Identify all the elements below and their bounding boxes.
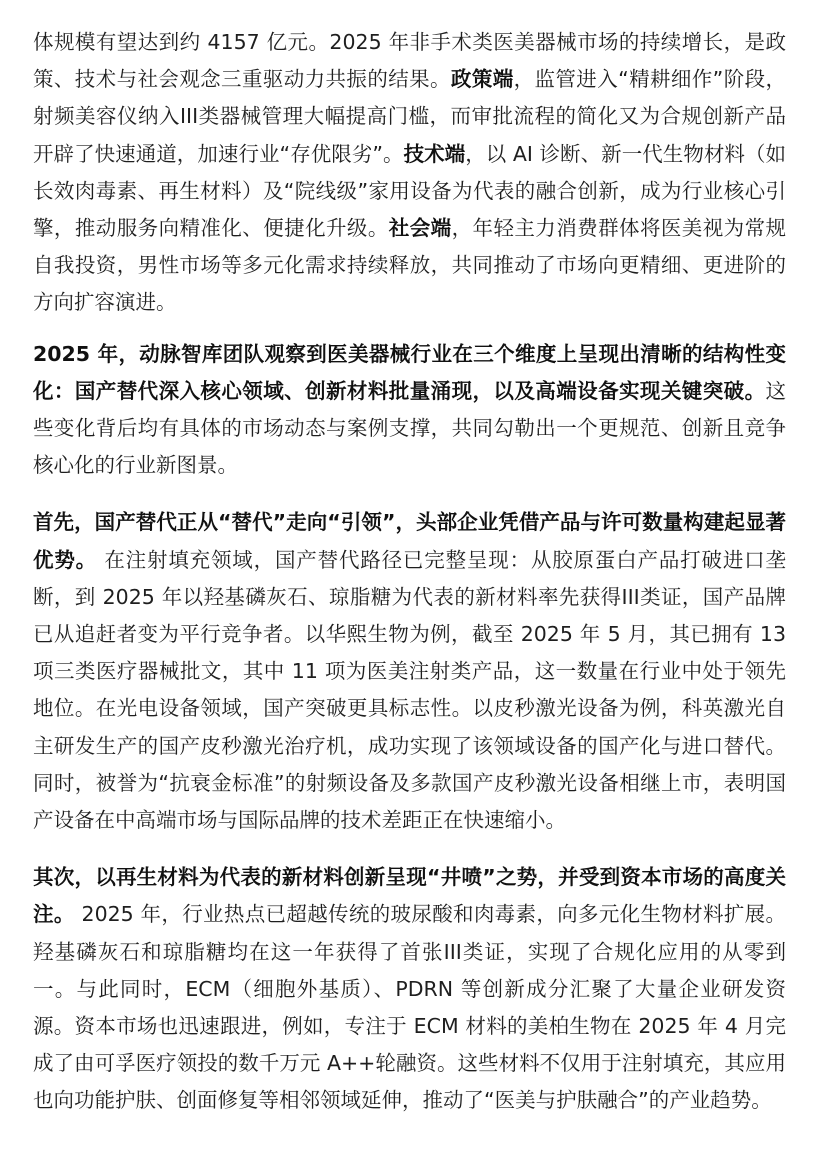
paragraph-structural-changes <box>33 336 786 485</box>
paragraph-intro-text: 体规模有望达到约 4157 亿元。2025 年非手术类医美器械市场的持续增长，是政策、技术与社会观念三重驱动力共振的结果。 <box>33 30 786 92</box>
tech-text: ，以 AI 诊断、新一代生物材料（如长效肉毒素、再生材料）及“院线级”家用设备为代表的融合创新，成为行业核心引擎，推动服务向精准化、便捷化升级。 <box>33 141 787 241</box>
new-materials-text: 2025 年，行业热点已超越传统的玻尿酸和肉毒素，向多元化生物材料扩展。羟基磷灰石和琼脂糖均在这一年获得了首张III类证，实现了合规化应用的从零到一。与此同时，ECM（细胞外基质）、PDRN 等创新成分汇聚了大量企业研发资源。资本市场也迅速跟进，例如，专注于 ECM 材料的美柏生物在 2025 年 4 月完成了由可孚医疗领投的数千万元 A++轮融资。这些材料不仅用于注射填充，其应用也向功能护肤、创面修复等相邻领域延伸，推动了“医美与护肤融合”的产业趋势。 <box>33 902 787 1113</box>
new-materials-lead: 其次，以再生材料为代表的新材料创新呈现“井喷”之势，并受到资本市场的高度关注。 <box>33 865 786 927</box>
paragraph-market-drivers <box>33 24 786 322</box>
policy-heading: 政策端 <box>450 67 514 92</box>
policy-text: ，监管进入“精耕细作”阶段，射频美容仪纳入III类器械管理大幅提高门槛，而审批流程的简化又为合规创新产品开辟了快速通道，加速行业“存优限劣”。 <box>33 67 786 166</box>
paragraph-domestic-substitution <box>33 504 786 839</box>
social-text: ，年轻主力消费群体将医美视为常规自我投资，男性市场等多元化需求持续释放，共同推动了市场向更精细、更进阶的方向扩容演进。 <box>33 216 787 315</box>
structural-changes-text: 这些变化背后均有具体的市场动态与案例支撑，共同勾勒出一个更规范、创新且竞争核心化的行业新图景。 <box>33 378 786 478</box>
tech-heading: 技术端 <box>403 141 466 166</box>
paragraph-new-materials <box>33 859 786 1119</box>
domestic-substitution-lead: 首先，国产替代正从“替代”走向“引领”，头部企业凭借产品与许可数量构建起显著优势。 <box>33 510 786 572</box>
structural-changes-lead: 2025 年，动脉智库团队观察到医美器械行业在三个维度上呈现出清晰的结构性变化：国产替代深入核心领域、创新材料批量涌现，以及高端设备实现关键突破。 <box>33 341 786 403</box>
domestic-substitution-text: 在注射填充领域，国产替代路径已完整呈现：从胶原蛋白产品打破进口垄断，到 2025 年以羟基磷灰石、琼脂糖为代表的新材料率先获得III类证，国产品牌已从追赶者变为平行竞争者。以华熙生物为例，截至 2025 年 5 月，其已拥有 13 项三类医疗器械批文，其中 11 项为医美注射类产品，这一数量在行业中处于领先地位。在光电设备领域，国产突破更具标志性。以皮秒激光设备为例，科英激光自主研发生产的国产皮秒激光治疗机，成功实现了该领域设备的国产化与进口替代。同时，被誉为“抗衰金标准”的射频设备及多款国产皮秒激光设备相继上市，表明国产设备在中高端市场与国际品牌的技术差距正在快速缩小。 <box>33 547 786 833</box>
social-heading: 社会端 <box>388 216 452 241</box>
